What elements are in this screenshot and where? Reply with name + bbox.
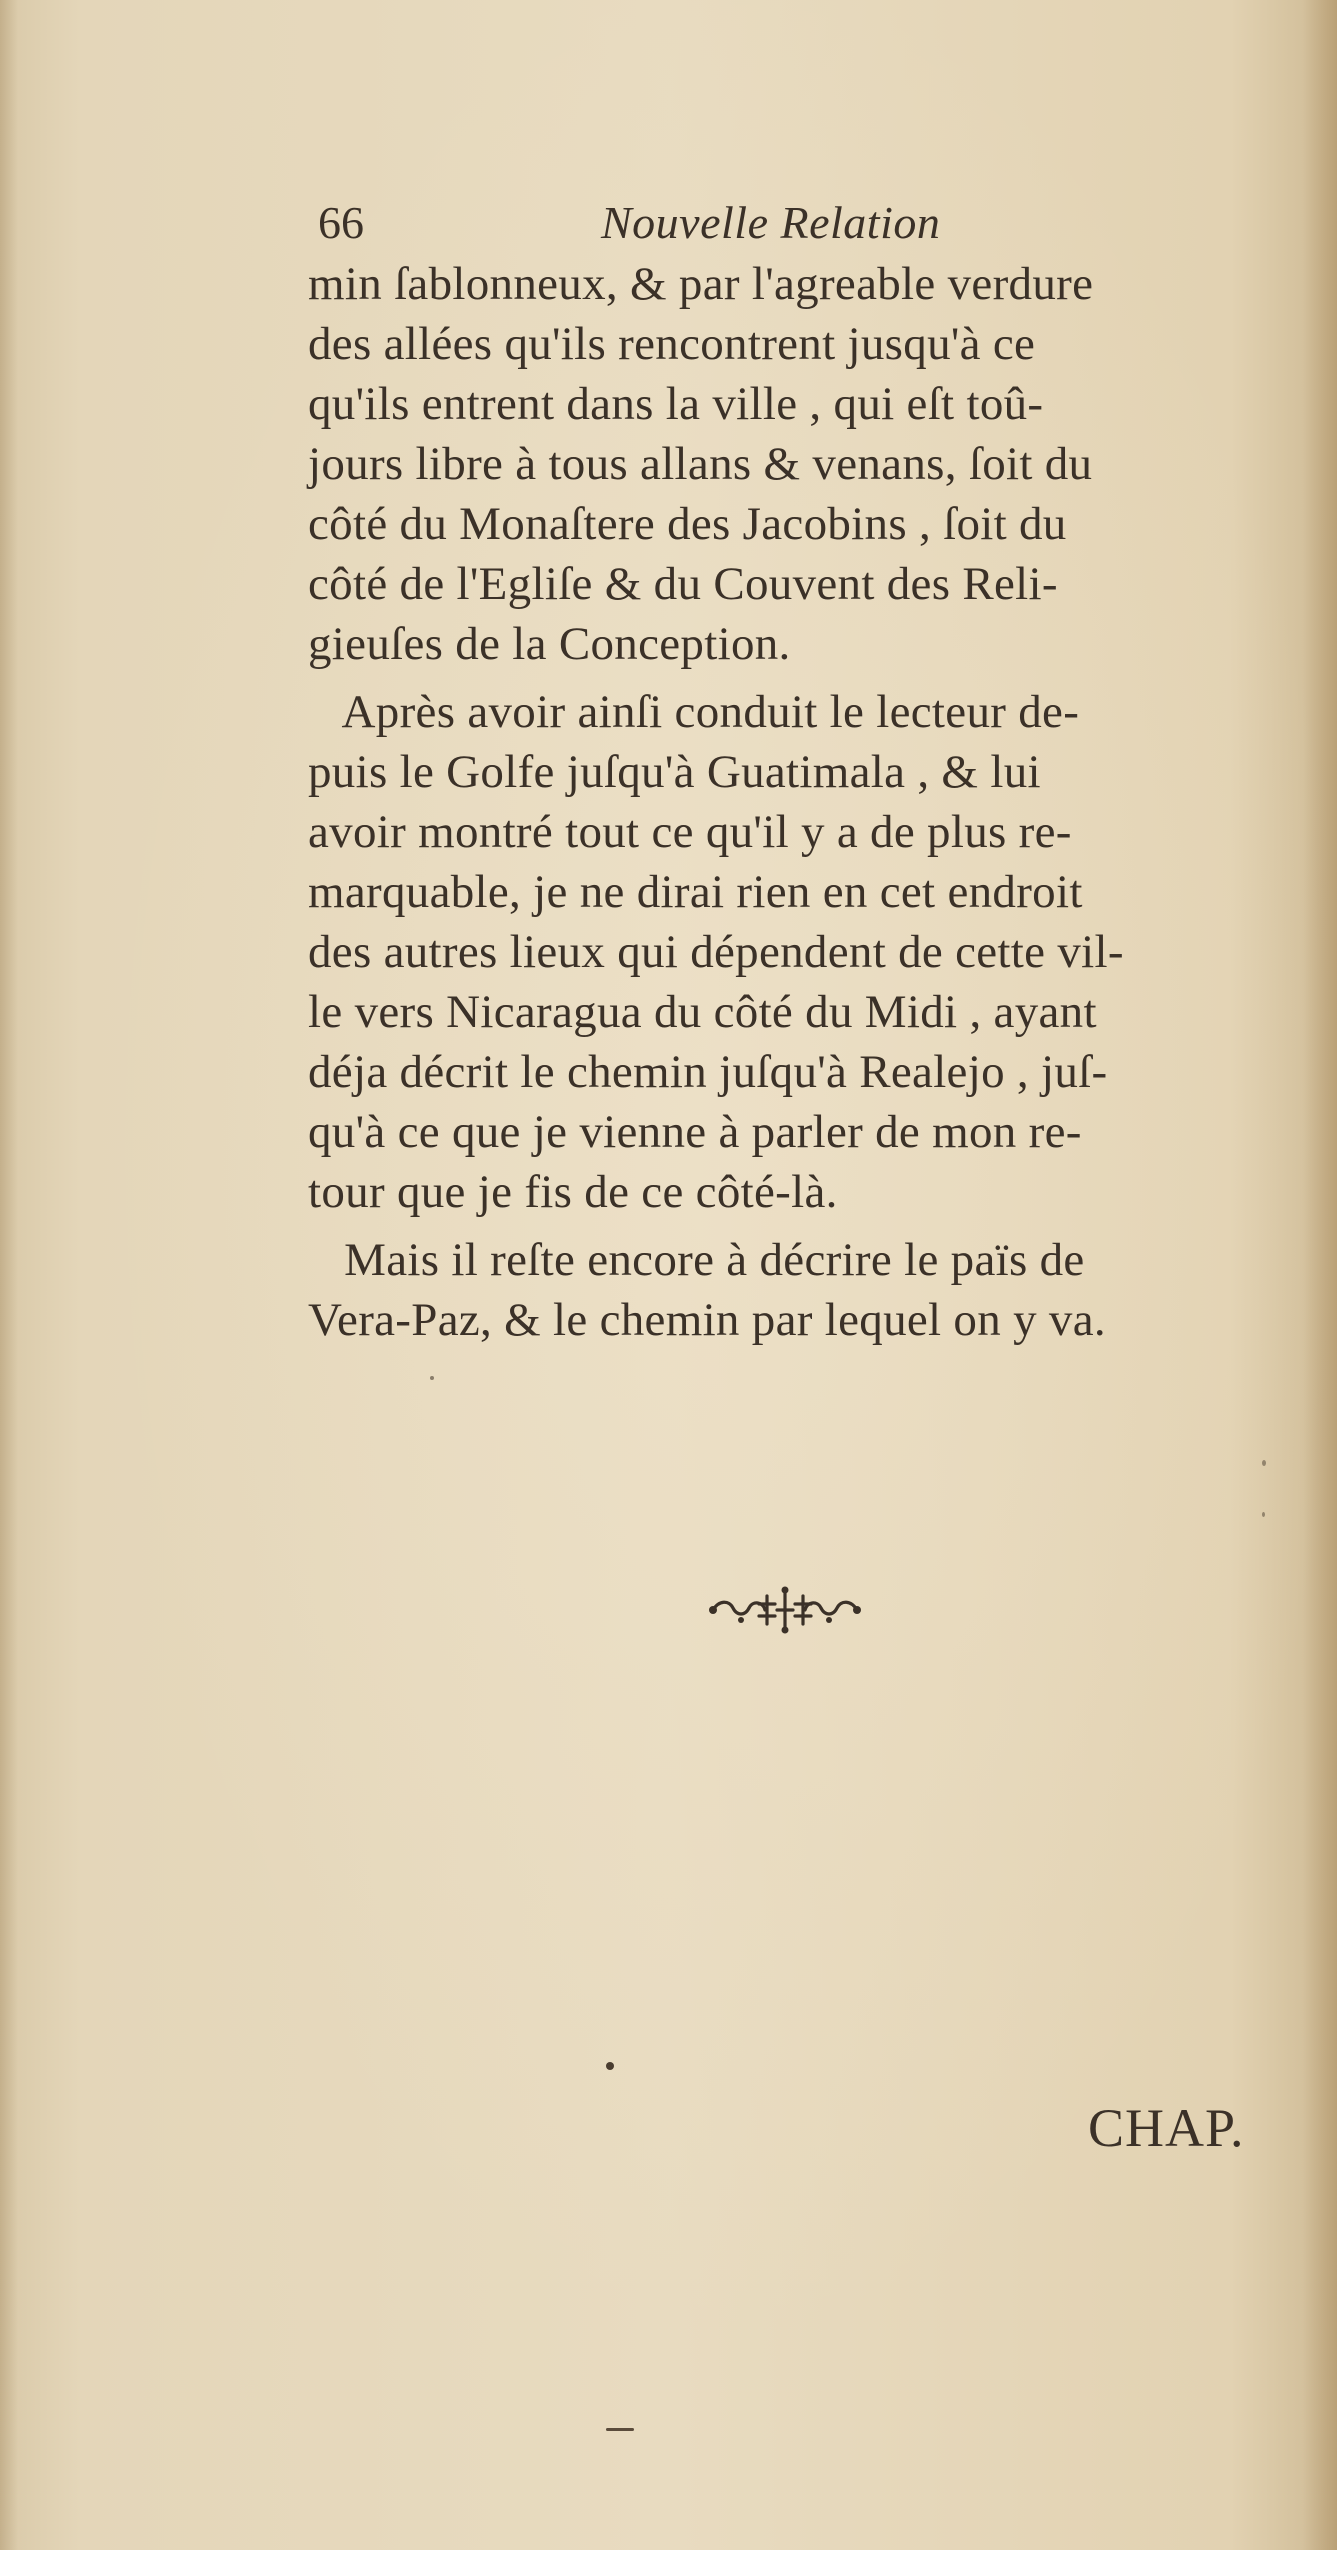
page-gutter-shadow	[0, 0, 18, 2550]
fleuron-ornament-icon	[705, 1580, 865, 1640]
text-line: min ſablonneux, & par l'agreable verdure	[308, 258, 1094, 310]
catchword: CHAP.	[1088, 2098, 1245, 2158]
ink-speck	[606, 2062, 614, 2070]
text-line: qu'ils entrent dans la ville , qui eſt toû-	[308, 378, 1044, 430]
text-line: qu'à ce que je vienne à parler de mon re-	[308, 1106, 1082, 1158]
text-line: côté du Monaſtere des Jacobins , ſoit du	[308, 498, 1067, 550]
text-line: marquable, je ne dirai rien en cet endroit	[308, 866, 1083, 918]
text-line: Mais il reſte encore à décrire le païs de	[308, 1234, 1085, 1286]
text-line: Vera-Paz, & le chemin par lequel on y va.	[308, 1294, 1106, 1346]
text-line: tour que je fis de ce côté-là.	[308, 1166, 838, 1218]
text-line: des allées qu'ils rencontrent jusqu'à ce	[308, 318, 1036, 370]
text-line: Après avoir ainſi conduit le lecteur de-	[308, 686, 1080, 738]
running-head	[318, 193, 1318, 253]
text-line: le vers Nicaragua du côté du Midi , ayant	[308, 986, 1097, 1038]
ink-speck	[1262, 1512, 1265, 1517]
ink-mark	[606, 2428, 634, 2431]
text-line: des autres lieux qui dépendent de cette vil-	[308, 926, 1124, 978]
text-line: côté de l'Egliſe & du Couvent des Reli-	[308, 558, 1058, 610]
text-line: jours libre à tous allans & venans, ſoit du	[308, 438, 1093, 490]
text-line: déja décrit le chemin juſqu'à Realejo , juſ-	[308, 1046, 1108, 1098]
text-line: avoir montré tout ce qu'il y a de plus re-	[308, 806, 1072, 858]
page-edge-shadow	[1303, 0, 1337, 2550]
text-line: gieuſes de la Conception.	[308, 618, 791, 670]
page-number: 66	[318, 197, 364, 248]
ink-speck	[1262, 1460, 1266, 1466]
text-line: puis le Golfe juſqu'à Guatimala , & lui	[308, 746, 1041, 798]
running-title: Nouvelle Relation	[601, 197, 941, 248]
ink-speck	[430, 1376, 434, 1380]
